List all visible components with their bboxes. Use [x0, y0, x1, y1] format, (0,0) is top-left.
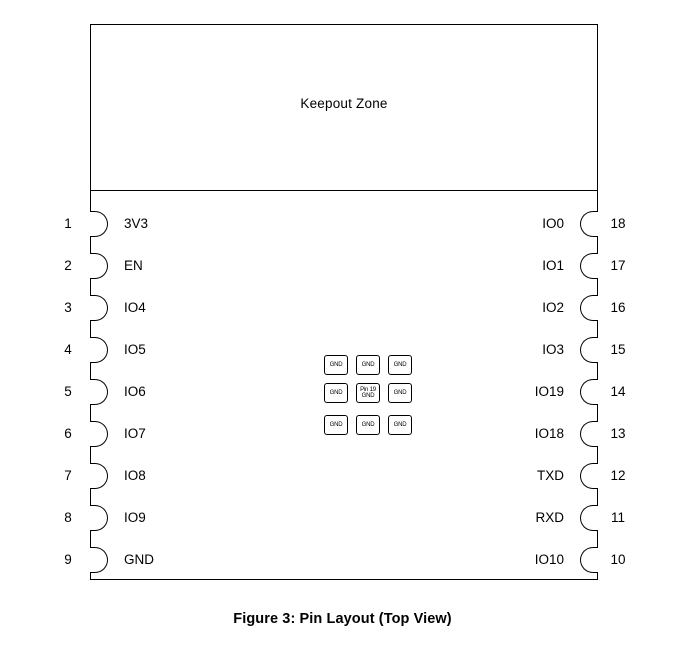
thermal-pad-8 — [356, 415, 380, 435]
thermal-pad-6 — [388, 383, 412, 403]
thermal-pad-2 — [356, 355, 380, 375]
pin-left-4-number: 4 — [64, 342, 72, 357]
pin-left-3-label: IO4 — [124, 300, 146, 315]
pin-left-4-label: IO5 — [124, 342, 146, 357]
pin-right-17-number: 17 — [610, 258, 626, 273]
thermal-pad-center-pin19 — [356, 383, 380, 403]
pin-left-1-number: 1 — [64, 216, 72, 231]
pin-right-15-label: IO3 — [542, 342, 564, 357]
pin-right-10-number: 10 — [610, 552, 626, 567]
pin-right-14-label: IO19 — [534, 384, 564, 399]
thermal-pad-6-line1: GND — [393, 389, 407, 396]
pin-left-2-number: 2 — [64, 258, 72, 273]
pin-right-12-label: TXD — [537, 468, 564, 483]
pin-right-17-label: IO1 — [542, 258, 564, 273]
pin-left-6-label: IO7 — [124, 426, 146, 441]
thermal-pad-7-line1: GND — [329, 421, 343, 428]
pin-left-8-number: 8 — [64, 510, 72, 525]
pin-left-1-label: 3V3 — [124, 216, 149, 231]
pin-left-5-number: 5 — [64, 384, 72, 399]
pin-right-16-number: 16 — [610, 300, 626, 315]
pin-left-8-label: IO9 — [124, 510, 146, 525]
pin-right-15-number: 15 — [610, 342, 626, 357]
thermal-pad-9-line1: GND — [393, 421, 407, 428]
pin-right-11-label: RXD — [535, 510, 564, 525]
pin-right-18-label: IO0 — [542, 216, 564, 231]
thermal-pad-center-line2: GND — [361, 393, 375, 399]
thermal-pad-2-line1: GND — [361, 361, 375, 368]
figure-caption: Figure 3: Pin Layout (Top View) — [233, 611, 452, 627]
pin-right-13-label: IO18 — [534, 426, 564, 441]
pin-right-13-number: 13 — [610, 426, 626, 441]
pin-right-18-number: 18 — [610, 216, 626, 231]
pin-left-3-number: 3 — [64, 300, 72, 315]
thermal-pad-center-line1: Pin 19 — [360, 386, 376, 393]
pin-left-5-label: IO6 — [124, 384, 146, 399]
pin-right-14-number: 14 — [610, 384, 626, 399]
pin-left-7-number: 7 — [64, 468, 72, 483]
thermal-pad-1-line1: GND — [329, 361, 343, 368]
keepout-zone-label: Keepout Zone — [300, 96, 388, 111]
keepout-divider — [90, 190, 598, 191]
pin-left-9-label: GND — [124, 552, 154, 567]
pin-right-12-number: 12 — [610, 468, 626, 483]
pin-left-7-label: IO8 — [124, 468, 146, 483]
pin-left-9-number: 9 — [64, 552, 72, 567]
thermal-pad-4-line1: GND — [329, 389, 343, 396]
pin-left-6-number: 6 — [64, 426, 72, 441]
thermal-pad-3-line1: GND — [393, 361, 407, 368]
thermal-pad-1 — [324, 355, 348, 375]
pin-right-10-label: IO10 — [534, 552, 564, 567]
pin-right-16-label: IO2 — [542, 300, 564, 315]
thermal-pad-7 — [324, 415, 348, 435]
thermal-pad-4 — [324, 383, 348, 403]
thermal-pad-8-line1: GND — [361, 421, 375, 428]
pin-right-11-number: 11 — [610, 510, 625, 525]
thermal-pad-9 — [388, 415, 412, 435]
pin-left-2-label: EN — [124, 258, 143, 273]
thermal-pad-3 — [388, 355, 412, 375]
